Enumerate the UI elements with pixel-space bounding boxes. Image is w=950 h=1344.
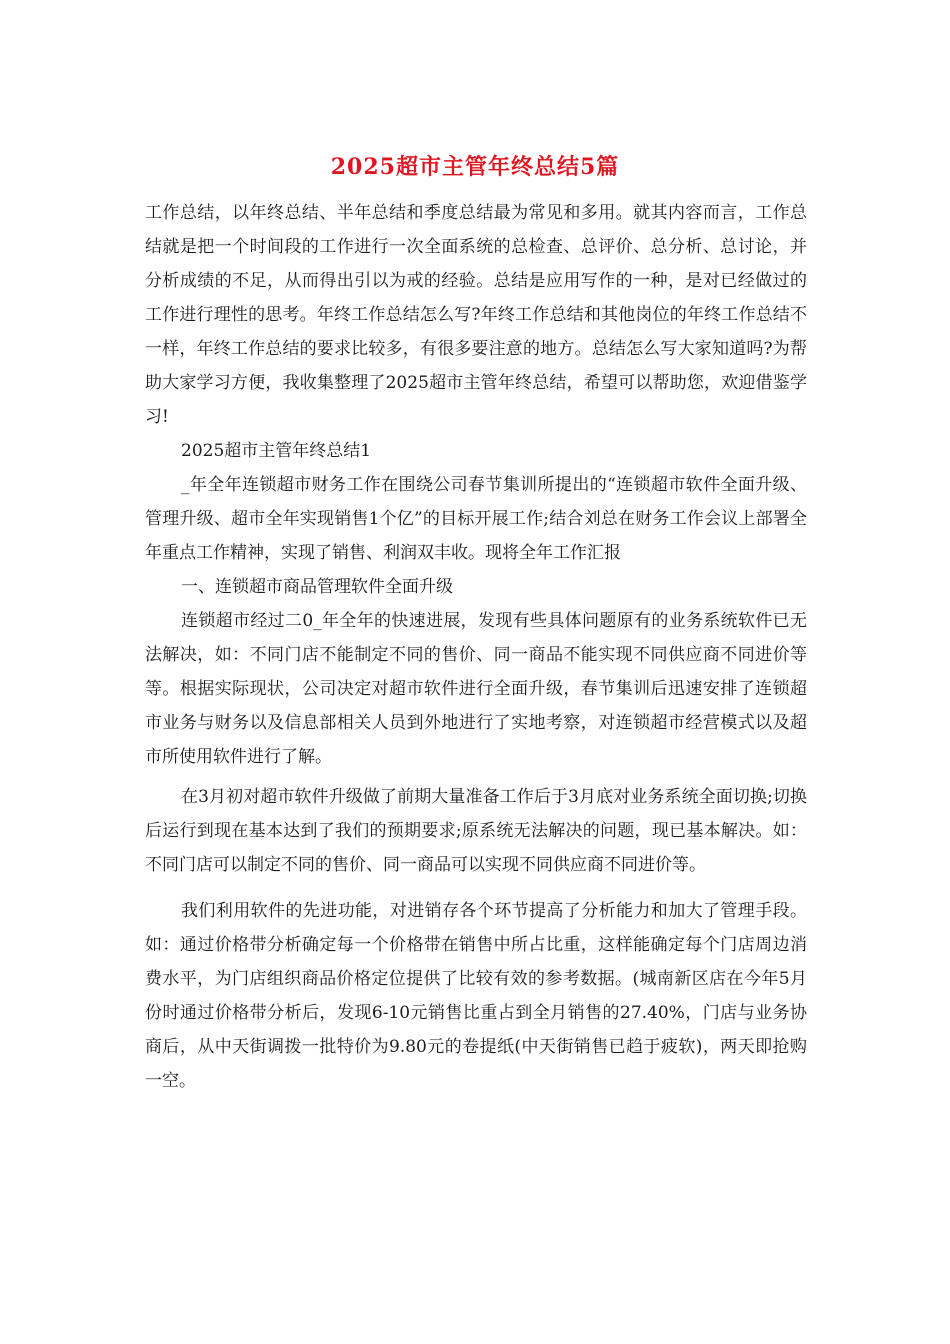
subsection-heading-1: 一、连锁超市商品管理软件全面升级 (181, 577, 453, 597)
section-heading-1: 2025超市主管年终总结1 (181, 441, 372, 461)
document-title: 2025超市主管年终总结5篇 (330, 154, 620, 180)
intro-paragraph: 工作总结，以年终总结、半年总结和季度总结最为常见和多用。就其内容而言，工作总结就是把一个时间段的工作进行一次全面系统的总检查、总评价、总分析、总讨论，并分析成绩的不足，从而得出引以为戒的经验。总结是应用写作的一种，是对已经做过的工作进行理性的思考。年终工作总结怎么写?年终工作总结和其他岗位的年终工作总结不一样，年终工作总结的要求比较多，有很多要注意的地方。总结怎么写大家知道吗?为帮助大家学习方便，我收集整理了2025超市主管年终总结，希望可以帮助您，欢迎借鉴学习! (145, 203, 807, 427)
body-paragraph-4: 我们利用软件的先进功能，对进销存各个环节提高了分析能力和加大了管理手段。如：通过价格带分析确定每一个价格带在销售中所占比重，这样能确定每个门店周边消费水平，为门店组织商品价格定位提供了比较有效的参考数据。(城南新区店在今年5月份时通过价格带分析后，发现6-10元销售比重占到全月销售的27.40%，门店与业务协商后，从中天街调拨一批特价为9.80元的卷提纸(中天街销售已趋于疲软)，两天即抢购一空。 (145, 901, 807, 1091)
body-paragraph-3: 在3月初对超市软件升级做了前期大量准备工作后于3月底对业务系统全面切换;切换后运行到现在基本达到了我们的预期要求;原系统无法解决的问题，现已基本解决。如：不同门店可以制定不同的售价、同一商品可以实现不同供应商不同进价等。 (145, 787, 807, 875)
body-paragraph-2: 连锁超市经过二0_年全年的快速进展，发现有些具体问题原有的业务系统软件已无法解决，如：不同门店不能制定不同的售价、同一商品不能实现不同供应商不同进价等等。根据实际现状，公司决定对超市软件进行全面升级，春节集训后迅速安排了连锁超市业务与财务以及信息部相关人员到外地进行了实地考察，对连锁超市经营模式以及超市所使用软件进行了解。 (145, 611, 807, 767)
document-body (145, 196, 807, 1098)
body-paragraph-1: _年全年连锁超市财务工作在围绕公司春节集训所提出的“连锁超市软件全面升级、管理升级、超市全年实现销售1个亿”的目标开展工作;结合刘总在财务工作会议上部署全年重点工作精神，实现了销售、利润双丰收。现将全年工作汇报 (145, 475, 807, 563)
